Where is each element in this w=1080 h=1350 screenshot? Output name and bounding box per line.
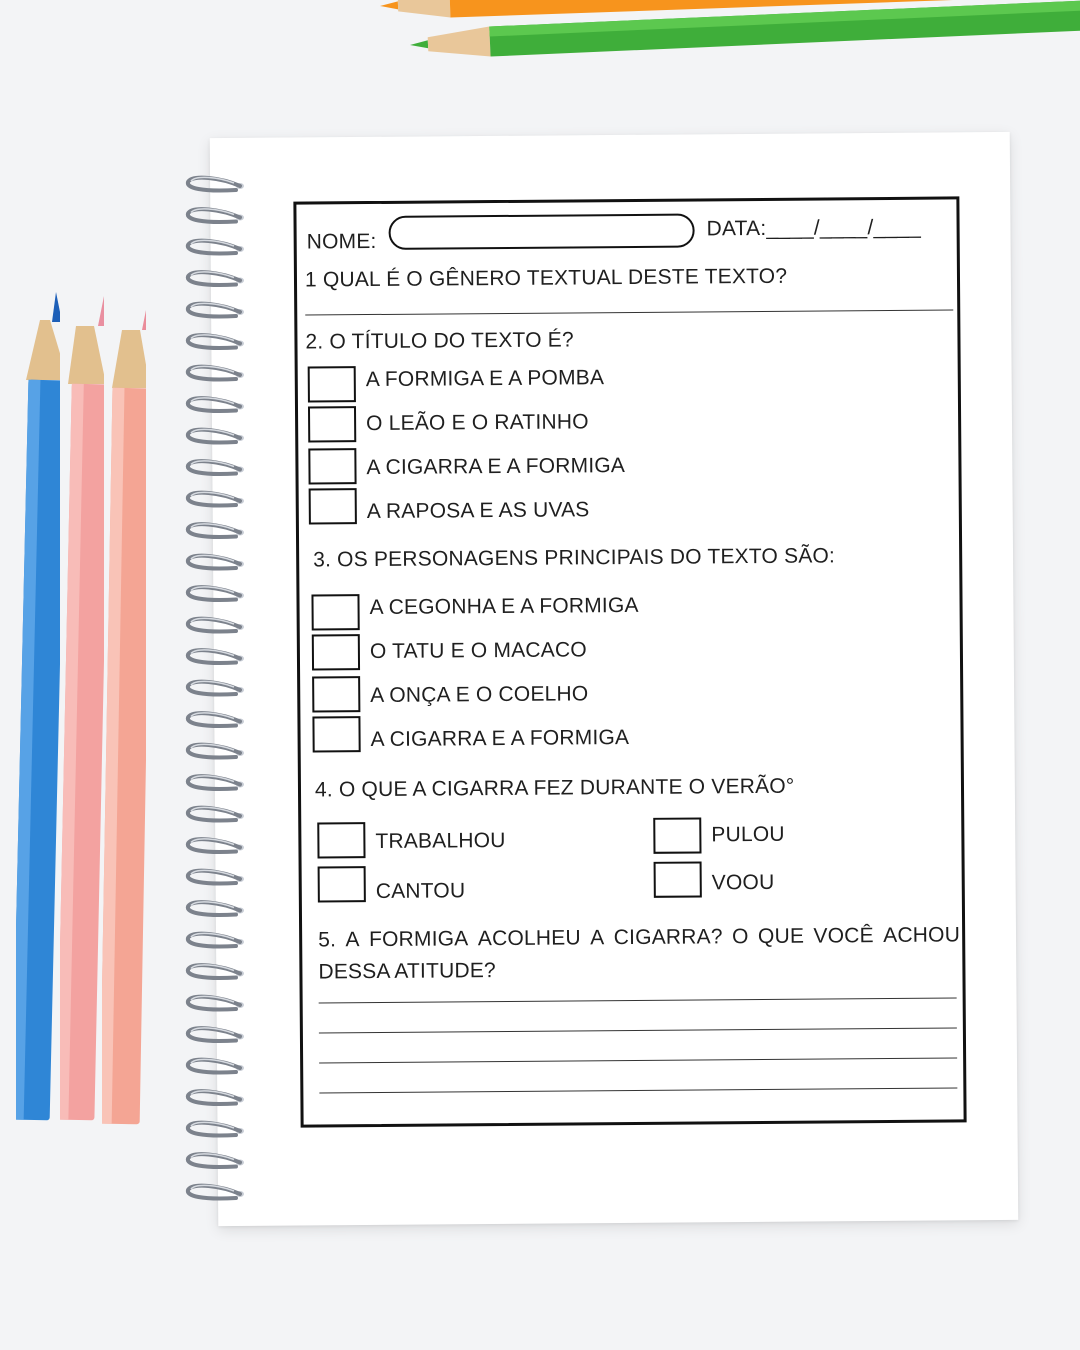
spiral-coil xyxy=(188,335,244,348)
q2-option-1: A FORMIGA E A POMBA xyxy=(365,366,605,392)
spiral-coil xyxy=(188,587,244,600)
spiral-coil xyxy=(188,744,244,757)
spiral-coil xyxy=(188,1185,244,1198)
spiral-coil xyxy=(188,429,244,442)
spiral-coil xyxy=(188,902,244,915)
q5-word: O xyxy=(731,925,749,949)
spiral-coil xyxy=(188,1154,244,1167)
answer-line-q5-1[interactable] xyxy=(319,997,957,1003)
spiral-coil xyxy=(188,303,244,316)
checkbox-q3-option-3[interactable] xyxy=(312,676,360,712)
checkbox-q2-option-4[interactable] xyxy=(309,488,357,524)
spiral-coil xyxy=(188,209,244,222)
spiral-coil xyxy=(188,461,244,474)
q3-option-2: O TATU E O MACACO xyxy=(369,638,587,664)
q5-word: A xyxy=(345,928,360,952)
q4-option-cantou: CANTOU xyxy=(375,879,466,904)
checkbox-q3-option-1[interactable] xyxy=(311,594,359,630)
q5-word: ACHOU xyxy=(883,923,961,948)
answer-line-q5-2[interactable] xyxy=(319,1027,957,1033)
spiral-coil xyxy=(188,965,244,978)
q2-option-4: A RAPOSA E AS UVAS xyxy=(366,498,590,524)
question-5-line-2: DESSA ATITUDE? xyxy=(318,959,496,984)
name-label: NOME: xyxy=(306,229,377,254)
q3-option-3: A ONÇA E O COELHO xyxy=(370,682,589,708)
checkbox-q3-option-4[interactable] xyxy=(312,716,360,752)
spiral-coil xyxy=(188,398,244,411)
checkbox-q3-option-2[interactable] xyxy=(312,634,360,670)
spiral-coil xyxy=(188,1059,244,1072)
question-5-line-1 xyxy=(318,919,960,956)
q3-option-4: A CIGARRA E A FORMIGA xyxy=(370,726,630,752)
spiral-coil xyxy=(188,933,244,946)
checkbox-q2-option-3[interactable] xyxy=(308,448,356,484)
q5-word: FORMIGA xyxy=(368,927,469,952)
spiral-coil xyxy=(188,870,244,883)
q5-word: 5. xyxy=(318,928,337,952)
spiral-coil xyxy=(188,177,244,190)
question-2: 2. O TÍTULO DO TEXTO É? xyxy=(305,328,574,354)
q5-word: ACOLHEU xyxy=(477,926,581,951)
q5-word: QUE xyxy=(757,924,805,949)
spiral-coil xyxy=(188,240,244,253)
spiral-binding xyxy=(182,168,252,1208)
question-4: 4. O QUE A CIGARRA FEZ DURANTE O VERÃO° xyxy=(314,774,795,802)
q5-word: A xyxy=(590,926,605,950)
spiral-coil xyxy=(188,776,244,789)
date-label: DATA:____/____/____ xyxy=(706,215,922,241)
spiral-coil xyxy=(188,524,244,537)
spiral-coil xyxy=(188,713,244,726)
spiral-coil xyxy=(188,681,244,694)
spiral-coil xyxy=(188,618,244,631)
spiral-coil xyxy=(188,1122,244,1135)
q2-option-3: A CIGARRA E A FORMIGA xyxy=(366,454,626,480)
checkbox-q2-option-1[interactable] xyxy=(308,366,356,402)
answer-line-q5-3[interactable] xyxy=(319,1057,957,1063)
checkbox-trabalhou[interactable] xyxy=(317,822,365,858)
q5-word: VOCÊ xyxy=(813,924,874,948)
spiral-coil xyxy=(188,272,244,285)
checkbox-pulou[interactable] xyxy=(653,817,701,853)
checkbox-cantou[interactable] xyxy=(318,866,366,902)
checkbox-voou[interactable] xyxy=(654,861,702,897)
spiral-coil xyxy=(188,650,244,663)
answer-line-q5-4[interactable] xyxy=(319,1087,957,1093)
question-5 xyxy=(318,919,960,988)
name-field[interactable] xyxy=(388,213,694,249)
checkbox-q2-option-2[interactable] xyxy=(308,406,356,442)
spiral-coil xyxy=(188,807,244,820)
worksheet xyxy=(293,196,966,1127)
question-3: 3. OS PERSONAGENS PRINCIPAIS DO TEXTO SÃO: xyxy=(313,544,836,572)
spiral-coil xyxy=(188,555,244,568)
q2-option-2: O LEÃO E O RATINHO xyxy=(366,410,589,436)
blue-pencil xyxy=(16,292,60,1122)
spiral-coil xyxy=(188,1028,244,1041)
spiral-coil xyxy=(188,996,244,1009)
pink-pencil xyxy=(60,296,104,1122)
spiral-coil xyxy=(188,492,244,505)
answer-line-q1[interactable] xyxy=(305,309,953,315)
question-1: 1 QUAL É O GÊNERO TEXTUAL DESTE TEXTO? xyxy=(304,264,788,292)
q4-option-voou: VOOU xyxy=(711,870,775,895)
q4-option-pulou: PULOU xyxy=(711,822,785,847)
q3-option-1: A CEGONHA E A FORMIGA xyxy=(369,593,639,620)
spiral-coil xyxy=(188,366,244,379)
q5-word: CIGARRA? xyxy=(613,925,723,950)
spiral-coil xyxy=(188,1091,244,1104)
q4-option-trabalhou: TRABALHOU xyxy=(375,828,506,854)
spiral-coil xyxy=(188,839,244,852)
salmon-pencil xyxy=(102,300,146,1126)
